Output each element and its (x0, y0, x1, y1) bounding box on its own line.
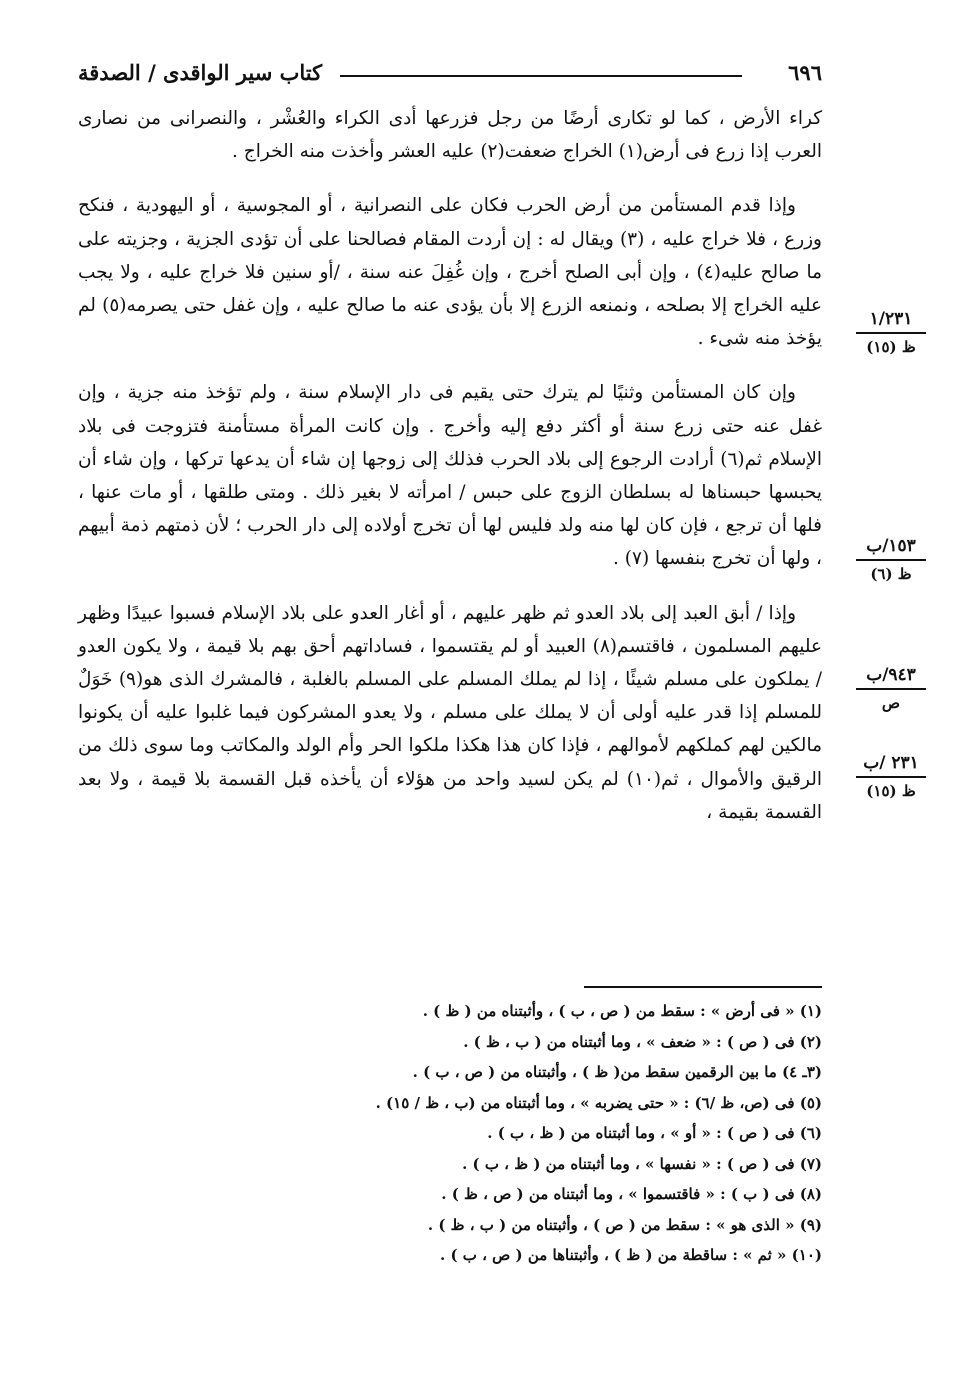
margin-note-manuscript: ظ (١٥) (866, 338, 916, 356)
book-title: كتاب سير الواقدى / الصدقة (78, 60, 323, 85)
margin-note-folio: ٢٣١ /ب (863, 753, 919, 773)
text-line: أن يدعها تركها ، وإن شاء أن يحبسها حبسناها له بسلطان الزوج على حبس / امرأته لا (78, 448, 822, 504)
margin-note-manuscript: ظ (١٥) (866, 782, 916, 800)
margin-note (852, 664, 930, 714)
header-rule (340, 75, 742, 77)
main-text (78, 102, 822, 829)
text-line: اليهودية ، فنكح وزرع ، فلا خراج عليه ، (٣) ويقال له : إن أردت المقام فصالحنا على (78, 195, 822, 250)
text-line: أن تخرج أولاده إلى دار الحرب ؛ لأن ذمتهم ذمة أبيهم ، ولها أن تخرج بنفسها (٧) . (78, 515, 822, 570)
footnotes (78, 996, 822, 1271)
margin-note (852, 752, 930, 802)
footnote: (٧) فى ( ص ) : « نفسها » ، وما أثبتناه من ( ظ ، ب ) . (462, 1154, 822, 1173)
margin-note-manuscript: ظ (٦) (870, 565, 912, 583)
footnote: (٦) فى ( ص ) : « أو » ، وما أثبتناه من ( ظ ، ب ) . (487, 1124, 822, 1142)
footnote: (٥) فى (ص، ظ /٦) : « حتى يضربه » ، وما أثبتناه من (ب ، ظ / ١٥) . (375, 1093, 822, 1112)
page-header (78, 58, 822, 92)
paragraph (78, 597, 822, 829)
text-line: بالغلبة ، فالمشرك الذى هو(٩) خَوَلٌ للمسلم إذا قدر عليه أولى أن لا يملك على مسلم ، (78, 669, 822, 724)
paragraph (78, 376, 822, 575)
text-line: فتزوجت فى بلاد الإسلام ثم(٦) أرادت الرجوع إلى بلاد الحرب فذلك إلى زوجها إن شاء (78, 415, 823, 470)
text-line: فسبوا عبيدًا وظهر عليهم المسلمون ، فاقتسم(٨) العبيد أو لم يقتسموا ، فساداتهم أحق بهم (78, 602, 822, 657)
text-line: لم يكن لسيد واحد من هؤلاء أن يأخذه قبل القسمة بلا قيمة ، ولا بعد القسمة بقيمة ، (78, 768, 822, 823)
text-line: هذا هكذا ملكوا الحر وأم الولد والمكاتب وما سوى ذلك من الرقيق والأموال ، ثم(١٠) (78, 735, 822, 790)
text-line: بلا قيمة ، ولا يكون العدو / يملكون على مسلم شيئًا ، إذا لم يملك المسلم على المسلم (78, 635, 822, 691)
text-line: أن تؤدى الجزية ، وجزيته على ما صالح عليه(٤) ، وإن أبى الصلح أخرج ، وإن غُفِلَ (78, 228, 822, 283)
text-line: ولا يعدو المشركون فيما غلبوا عليه أن يكونوا مالكين لهم كملكهم لأموالهم ، فإذا كان (78, 702, 822, 757)
footnote: (١) « فى أرض » : سقط من ( ص ، ب ) ، وأثبتناه من ( ظ ) . (422, 1002, 822, 1020)
footnote-separator (584, 986, 822, 988)
footnote: (٢) فى ( ص ) : « ضعف » ، وما أثبتناه من ( ب ، ظ ) . (463, 1032, 822, 1051)
footnote: (٣ـ ٤) ما بين الرقمين سقط من( ظ ) ، وأثبتناه من ( ص ، ب ) . (412, 1063, 822, 1081)
text-line: وإذا / أبق العبد إلى بلاد العدو ثم ظهر عليهم ، أو أغار العدو على بلاد الإسلام (215, 602, 797, 624)
margin-note-folio: ١٥٣/ب (866, 536, 916, 556)
text-line: وإذا قدم المستأمن من أرض الحرب فكان على النصرانية ، أو المجوسية ، أو (193, 195, 796, 217)
margin-note-manuscript: ص (881, 694, 901, 712)
text-line: بغير ذلك . ومتى طلقها ، أو مات عنها ، فلها أن ترجع ، فإن كان لها منه ولد فليس لها (78, 482, 822, 537)
text-line: كراء الأرض ، كما لو تكارى أرضًا من رجل فزرعها أدى الكراء والعُشْر ، والنصرانى من (128, 108, 822, 129)
footnote: (٩) « الذى هو » : سقط من ( ص ) ، وأثبتناه من ( ب ، ظ ) . (427, 1215, 822, 1234)
footnote: (١٠) « ثم » : ساقطة من ( ظ ) ، وأثبتناها من ( ص ، ب ) . (440, 1246, 822, 1264)
margin-note-folio: ١/٢٣١ (869, 309, 913, 329)
footnote: (٨) فى ( ب ) : « فاقتسموا » ، وما أثبتناه من ( ص ، ظ ) . (441, 1185, 822, 1203)
page-number: ٦٩٦ (788, 60, 822, 85)
paragraph (78, 102, 822, 168)
text-line: نصارى العرب إذا زرع فى أرض(١) الخراج ضعفت(٢) عليه العشر وأخذت منه الخراج . (78, 108, 822, 163)
text-line: عنه سنة ، /أو سنين فلا خراج عليه ، ولا يجب عليه الخراج إلا بصلحه ، ونمنعه الزرع (78, 261, 822, 317)
text-line: إلا بأن يؤدى عنه ما صالح عليه ، وإن غفل حتى يصرمه(٥) لم يؤخذ منه شىء . (78, 295, 822, 350)
text-line: جزية ، وإن غفل عنه حتى زرع سنة أو أكثر دفع إليه وأخرج . وإن كانت المرأة مستأمنة (78, 382, 822, 437)
paragraph (78, 189, 822, 355)
margin-note (852, 308, 930, 358)
text-line: وإن كان المستأمن وثنيًا لم يترك حتى يقيم فى دار الإسلام سنة ، ولم تؤخذ منه (164, 382, 796, 404)
margin-note (852, 535, 930, 585)
margin-note-folio: ٩٤٣/ب (866, 665, 916, 685)
